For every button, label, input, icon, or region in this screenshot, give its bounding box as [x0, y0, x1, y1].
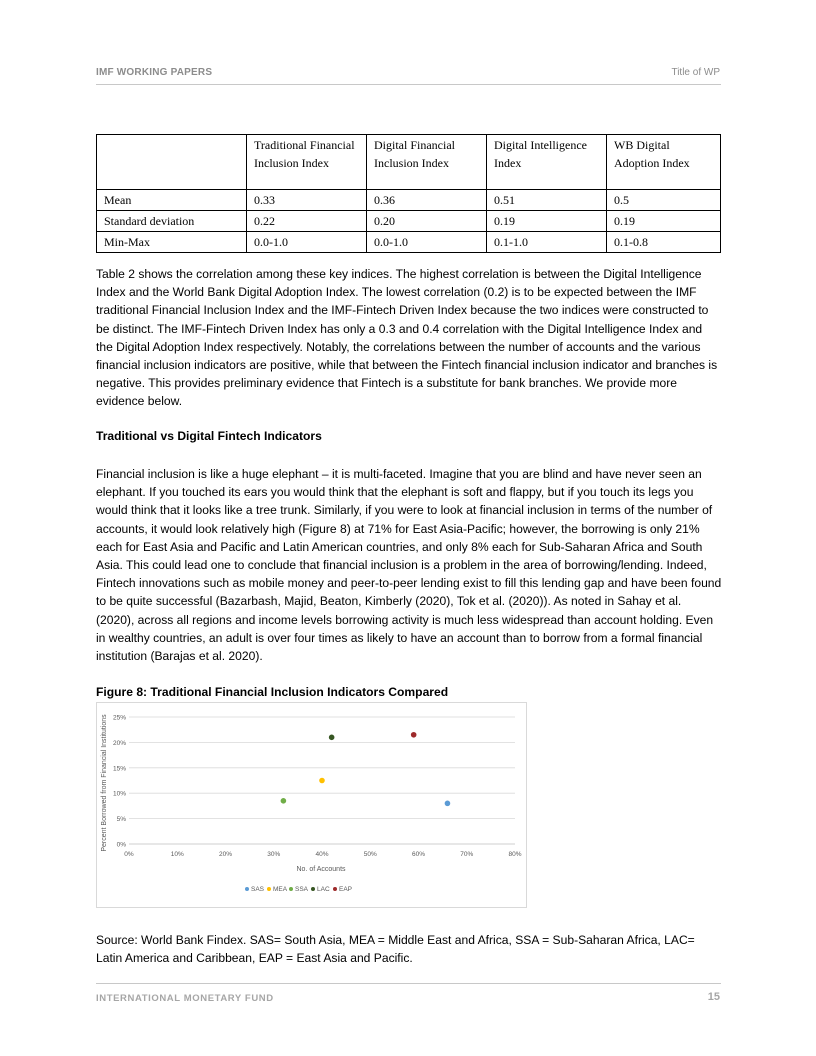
y-axis-label: Percent Borrowed from Financial Institutions [101, 714, 108, 852]
table-cell: 0.22 [247, 211, 367, 232]
table-row [97, 211, 721, 232]
y-tick-label: 0% [116, 841, 126, 849]
table-cell: 0.20 [367, 211, 487, 232]
header-divider [96, 84, 721, 85]
table-cell: 0.51 [487, 190, 607, 211]
section-subheading: Traditional vs Digital Fintech Indicators [96, 429, 322, 443]
y-tick-label: 10% [112, 790, 126, 798]
table-cell: 0.1-0.8 [607, 232, 721, 253]
running-footer-left: INTERNATIONAL MONETARY FUND [96, 993, 274, 1004]
x-tick-label: 40% [315, 851, 329, 858]
data-point-eap [411, 732, 417, 738]
table-cell: 0.0-1.0 [367, 232, 487, 253]
table-header-cell: Digital Financial Inclusion Index [367, 135, 487, 190]
legend-marker-sas [245, 887, 249, 891]
x-tick-label: 20% [218, 851, 233, 858]
table-cell: 0.33 [247, 190, 367, 211]
page-number: 15 [707, 991, 720, 1003]
data-point-ssa [281, 798, 287, 804]
legend-marker-mea [267, 887, 271, 891]
legend-marker-eap [333, 887, 337, 891]
table-header-cell: WB Digital Adoption Index [607, 135, 721, 190]
x-tick-label: 10% [170, 851, 184, 858]
data-point-mea [319, 778, 325, 784]
x-tick-label: 60% [411, 851, 426, 858]
x-tick-label: 30% [267, 851, 281, 858]
legend-label-lac: LAC [317, 886, 330, 893]
data-point-sas [445, 801, 451, 807]
y-tick-label: 25% [112, 714, 126, 722]
figure-title: Figure 8: Traditional Financial Inclusion Indicators Compared [96, 685, 449, 699]
table-cell: Mean [97, 190, 247, 211]
chart-canvas [97, 703, 526, 907]
body-paragraph-elephant: Financial inclusion is like a huge elephant – it is multi-faceted. Imagine that you are blind and have never seen an elephant. If you touched its ears you would think that the elephant is soft and flappy, but if you touch its legs you would think that it looks like a tree trunk. Similarly, if you were to look at financial inclusion in terms of the number of accounts, it would look relatively high (Figure 8) at 71% for East Asia-Pacific; however, the borrowing is only 21% each for East Asia and Pacific and Latin American countries, and only 8% each for Sub-Saharan Africa and South Asia. This could lead one to conclude that financial inclusion is a problem in the area of borrowing/lending. Indeed, Fintech innovations such as mobile money and peer-to-peer lending exist to fill this lending gap and have been found to be quite successful (Bazarbash, Majid, Beaton, Kimberly (2020), Tok et al. (2020)). As noted in Sahay et al. (2020), across all regions and income levels borrowing activity is much less widespread than account holding. Even in wealthy countries, an adult is over four times as likely to have an account than to borrow from a formal financial institution (Barajas et al. 2020). [96, 467, 722, 664]
footer-divider [96, 983, 721, 984]
body-paragraph-correlation: Table 2 shows the correlation among these key indices. The highest correlation is between the Digital Intelligence Index and the World Bank Digital Adoption Index. The lowest correlation (0.2) is to be expected between the IMF traditional Financial Inclusion Index and the IMF-Fintech Driven Index because the two indices were constructed to be distinct. The IMF-Fintech Driven Index has only a 0.3 and 0.4 correlation with the Digital Intelligence Index and the Digital Adoption Index respectively. Notably, the correlations between the number of accounts and the various financial inclusion indicators are positive, while that between the Fintech financial inclusion indicator and branches is negative. This provides preliminary evidence that Fintech is a substitute for bank branches. We provide more evidence below. [96, 267, 718, 409]
table-header-cell: Traditional Financial Inclusion Index [247, 135, 367, 190]
table-cell: 0.5 [607, 190, 721, 211]
x-tick-label: 50% [363, 851, 377, 858]
table-cell: 0.36 [367, 190, 487, 211]
table-header-cell [97, 135, 247, 190]
legend-label-ssa: SSA [295, 886, 309, 893]
legend-label-eap: EAP [339, 886, 353, 893]
chart-tick-labels [113, 715, 522, 859]
legend-label-sas: SAS [251, 886, 265, 893]
legend-marker-ssa [289, 887, 293, 891]
scatter-chart [96, 702, 527, 908]
figure-source-note: Source: World Bank Findex. SAS= South Asia, MEA = Middle East and Africa, SSA = Sub-Saharan Africa, LAC= Latin America and Caribbean, EAP = East Asia and Pacific. [96, 933, 695, 966]
data-point-lac [329, 735, 335, 741]
running-header-right: Title of WP [671, 67, 720, 78]
x-tick-label: 70% [460, 851, 474, 858]
legend-marker-lac [311, 887, 315, 891]
table-cell: Min-Max [97, 232, 247, 253]
x-tick-label: 80% [508, 851, 522, 858]
x-axis-label: No. of Accounts [296, 866, 346, 873]
table-row [97, 190, 721, 211]
table-row [97, 232, 721, 253]
table-cell: 0.0-1.0 [247, 232, 367, 253]
running-header-left: IMF WORKING PAPERS [96, 67, 213, 78]
table-cell: 0.19 [607, 211, 721, 232]
chart-points [281, 732, 451, 806]
table-header-row [97, 135, 721, 190]
table-cell: Standard deviation [97, 211, 247, 232]
y-tick-label: 15% [112, 765, 126, 773]
table-cell: 0.19 [487, 211, 607, 232]
y-tick-label: 20% [112, 739, 126, 747]
x-tick-label: 0% [124, 851, 134, 858]
legend-label-mea: MEA [273, 886, 288, 893]
summary-statistics-table [96, 134, 721, 253]
chart-legend [245, 886, 352, 893]
table-header-cell: Digital Intelligence Index [487, 135, 607, 190]
table-cell: 0.1-1.0 [487, 232, 607, 253]
y-tick-label: 5% [116, 816, 126, 824]
